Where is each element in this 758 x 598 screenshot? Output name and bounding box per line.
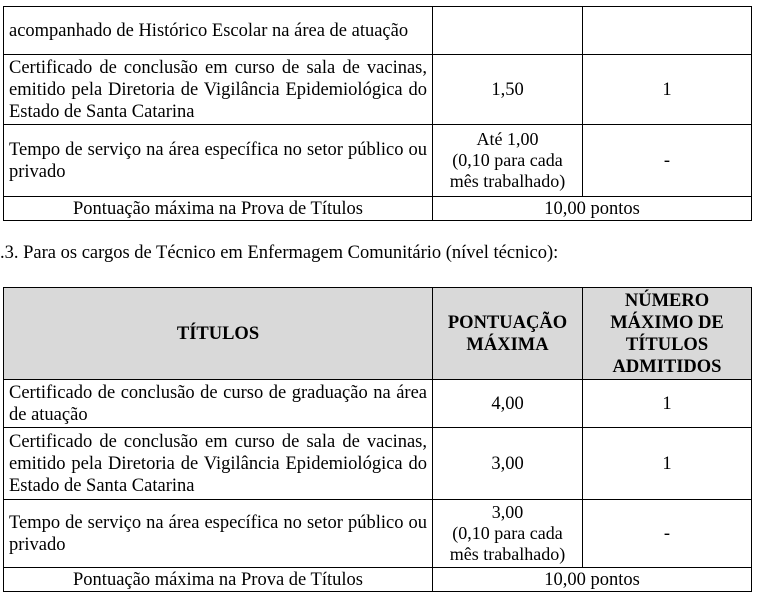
points-cell [433, 500, 583, 568]
title-cell: Certificado de conclusão em curso de sala de vacinas, emitido pela Diretoria de Vigilância Epidemiológica do Estado de Santa Catarina [4, 55, 433, 125]
max-cell: 1 [583, 428, 752, 500]
header-pontuacao [433, 288, 583, 380]
header-row [4, 288, 752, 380]
max-cell: - [583, 125, 752, 197]
title-cell: Certificado de conclusão de curso de graduação na área de atuação [4, 380, 433, 428]
section-heading: .3. Para os cargos de Técnico em Enfermagem Comunitário (nível técnico): [0, 243, 559, 263]
points-cell [433, 7, 583, 55]
title-cell: acompanhado de Histórico Escolar na área de atuação [4, 7, 433, 55]
header-titulos: TÍTULOS [4, 288, 433, 380]
title-cell: Tempo de serviço na área específica no setor público ou privado [4, 500, 433, 568]
points-line: (0,10 para cada [452, 150, 563, 170]
points-line: mês trabalhado) [449, 544, 566, 564]
points-line: mês trabalhado) [449, 171, 566, 191]
title-cell: Certificado de conclusão em curso de sala de vacinas, emitido pela Diretoria de Vigilância Epidemiológica do Estado de Santa Catarina [4, 428, 433, 500]
header-numero-maximo [583, 288, 752, 380]
table-row [4, 7, 752, 55]
footer-row [4, 197, 752, 221]
scores-table-2 [3, 287, 752, 592]
points-line: 3,00 [491, 502, 524, 522]
table-row [4, 500, 752, 568]
points-cell [433, 125, 583, 197]
table-row [4, 125, 752, 197]
header-line: MÁXIMA [466, 334, 549, 355]
header-line: TÍTULOS [625, 334, 709, 355]
header-line: ADMITIDOS [612, 356, 722, 377]
title-cell: Tempo de serviço na área específica no setor público ou privado [4, 125, 433, 197]
header-line: NÚMERO [624, 290, 710, 311]
footer-value: 10,00 pontos [433, 568, 752, 592]
points-line: (0,10 para cada [452, 523, 563, 543]
footer-label: Pontuação máxima na Prova de Títulos [4, 197, 433, 221]
max-cell: 1 [583, 380, 752, 428]
points-cell: 1,50 [433, 55, 583, 125]
footer-value: 10,00 pontos [433, 197, 752, 221]
table-row [4, 428, 752, 500]
max-cell: - [583, 500, 752, 568]
table-row [4, 55, 752, 125]
max-cell: 1 [583, 55, 752, 125]
footer-row [4, 568, 752, 592]
footer-label: Pontuação máxima na Prova de Títulos [4, 568, 433, 592]
points-line: Até 1,00 [476, 129, 539, 149]
points-cell: 4,00 [433, 380, 583, 428]
scores-table-1 [3, 6, 752, 221]
table-row [4, 380, 752, 428]
header-line: PONTUAÇÃO [447, 312, 568, 333]
max-cell [583, 7, 752, 55]
header-line: MÁXIMO DE [610, 312, 724, 333]
points-cell: 3,00 [433, 428, 583, 500]
